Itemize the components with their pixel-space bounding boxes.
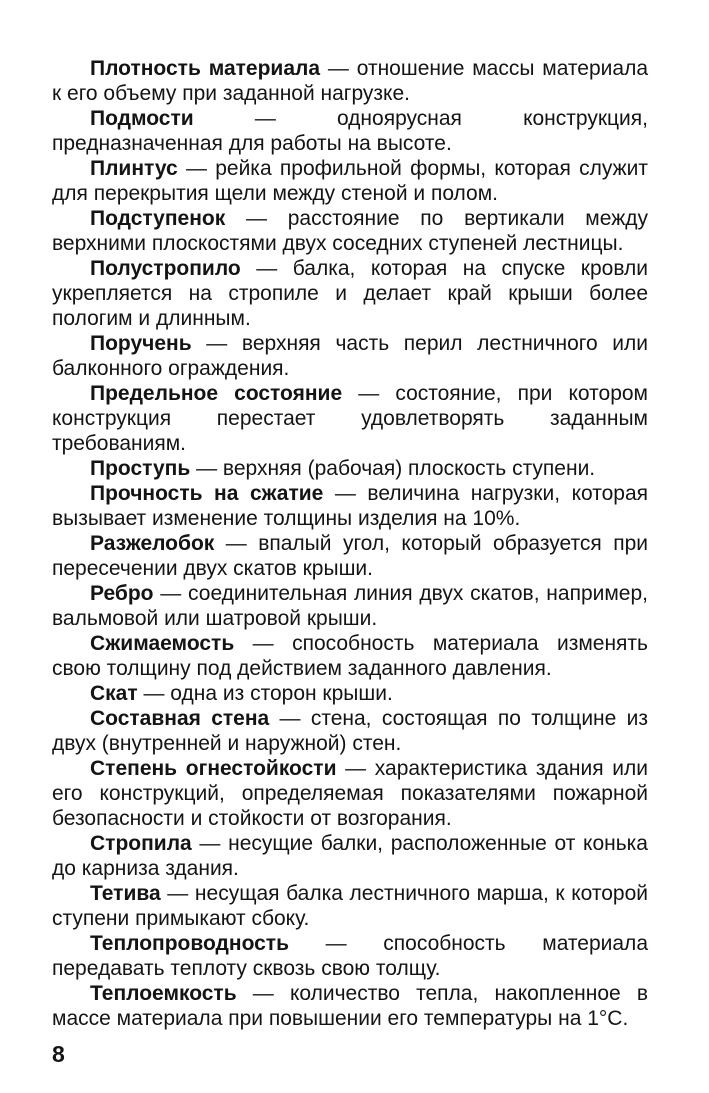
glossary-term: Прочность на сжатие	[90, 482, 324, 505]
glossary-entry	[52, 881, 648, 931]
glossary-entry	[52, 631, 648, 681]
glossary-entry	[52, 481, 648, 531]
glossary-definition: — одноярусная конструкция, предназначенная для работы на высоте.	[52, 107, 648, 155]
glossary-entry	[52, 56, 648, 106]
glossary-entry	[52, 381, 648, 456]
glossary-entry	[52, 981, 648, 1031]
glossary-entry	[52, 456, 648, 481]
glossary-entry	[52, 706, 648, 756]
glossary-term: Проступь	[90, 457, 191, 480]
glossary-term: Подступенок	[90, 207, 226, 230]
glossary-definition: — балка, которая на спуске кровли укрепляется на стропиле и делает край крыши более пологим и длинным.	[52, 257, 648, 330]
glossary-entry	[52, 831, 648, 881]
glossary-term: Плинтус	[90, 157, 178, 180]
page-number: 8	[52, 1041, 65, 1067]
glossary-term: Предельное состояние	[90, 382, 343, 405]
glossary-definition: — характеристика здания или его конструкций, определяемая показателями пожарной безопасности и стойкости от возгорания.	[52, 757, 648, 830]
glossary-entry	[52, 681, 648, 706]
glossary-definition: — рейка профильной формы, которая служит для перекрытия щели между стеной и полом.	[52, 157, 648, 205]
glossary-term: Степень огнестойкости	[90, 757, 337, 780]
glossary-term: Теплоемкость	[90, 982, 237, 1005]
glossary-entry	[52, 331, 648, 381]
glossary-entry	[52, 756, 648, 831]
glossary-term: Сжимаемость	[90, 632, 235, 655]
glossary-term: Составная стена	[90, 707, 270, 730]
glossary-definition: — расстояние по вертикали между верхними плоскостями двух соседних ступеней лестницы.	[52, 207, 648, 255]
glossary-definition: — одна из сторон крыши.	[137, 682, 393, 705]
glossary-term: Поручень	[90, 332, 192, 355]
glossary-entry	[52, 931, 648, 981]
glossary-definition: — несущие балки, расположенные от конька до карниза здания.	[52, 832, 648, 880]
glossary-term: Тетива	[90, 882, 161, 905]
glossary-term: Подмости	[90, 107, 194, 130]
glossary-definition: — соединительная линия двух скатов, например, вальмовой или шатровой крыши.	[52, 582, 648, 630]
glossary-definition: — количество тепла, накопленное в массе материала при повышении его температуры на 1°С.	[52, 982, 648, 1030]
glossary-entry	[52, 106, 648, 156]
glossary-definition: — впалый угол, который образуется при пересечении двух скатов крыши.	[52, 532, 648, 580]
glossary-definition: — способность материала передавать теплоту сквозь свою толщу.	[52, 932, 648, 980]
glossary-definition: — величина нагрузки, которая вызывает изменение толщины изделия на 10%.	[52, 482, 649, 530]
glossary-entry	[52, 581, 648, 631]
glossary-entries	[52, 56, 648, 1031]
glossary-definition: — верхняя часть перил лестничного или балконного ограждения.	[52, 332, 648, 380]
glossary-definition: — стена, состоящая по толщине из двух (внутренней и наружной) стен.	[52, 707, 649, 755]
glossary-entry	[52, 206, 648, 256]
glossary-definition: — состояние, при котором конструкция перестает удовлетворять заданным требованиям.	[52, 382, 648, 455]
glossary-definition: — несущая балка лестничного марша, к которой ступени примыкают сбоку.	[52, 882, 648, 930]
glossary-entry	[52, 256, 648, 331]
glossary-term: Полустропило	[90, 257, 241, 280]
glossary-term: Теплопроводность	[90, 932, 289, 955]
glossary-term: Стропила	[90, 832, 192, 855]
glossary-definition: — верхняя (рабочая) плоскость ступени.	[190, 457, 596, 480]
glossary-entry	[52, 156, 648, 206]
glossary-term: Скат	[90, 682, 138, 705]
glossary-definition: — отношение массы материала к его объему при заданной нагрузке.	[52, 57, 649, 105]
glossary-term: Разжелобок	[90, 532, 215, 555]
glossary-entry	[52, 531, 648, 581]
glossary-term: Плотность материала	[90, 57, 321, 80]
glossary-term: Ребро	[90, 582, 154, 605]
glossary-definition: — способность материала изменять свою толщину под действием заданного давления.	[52, 632, 648, 680]
